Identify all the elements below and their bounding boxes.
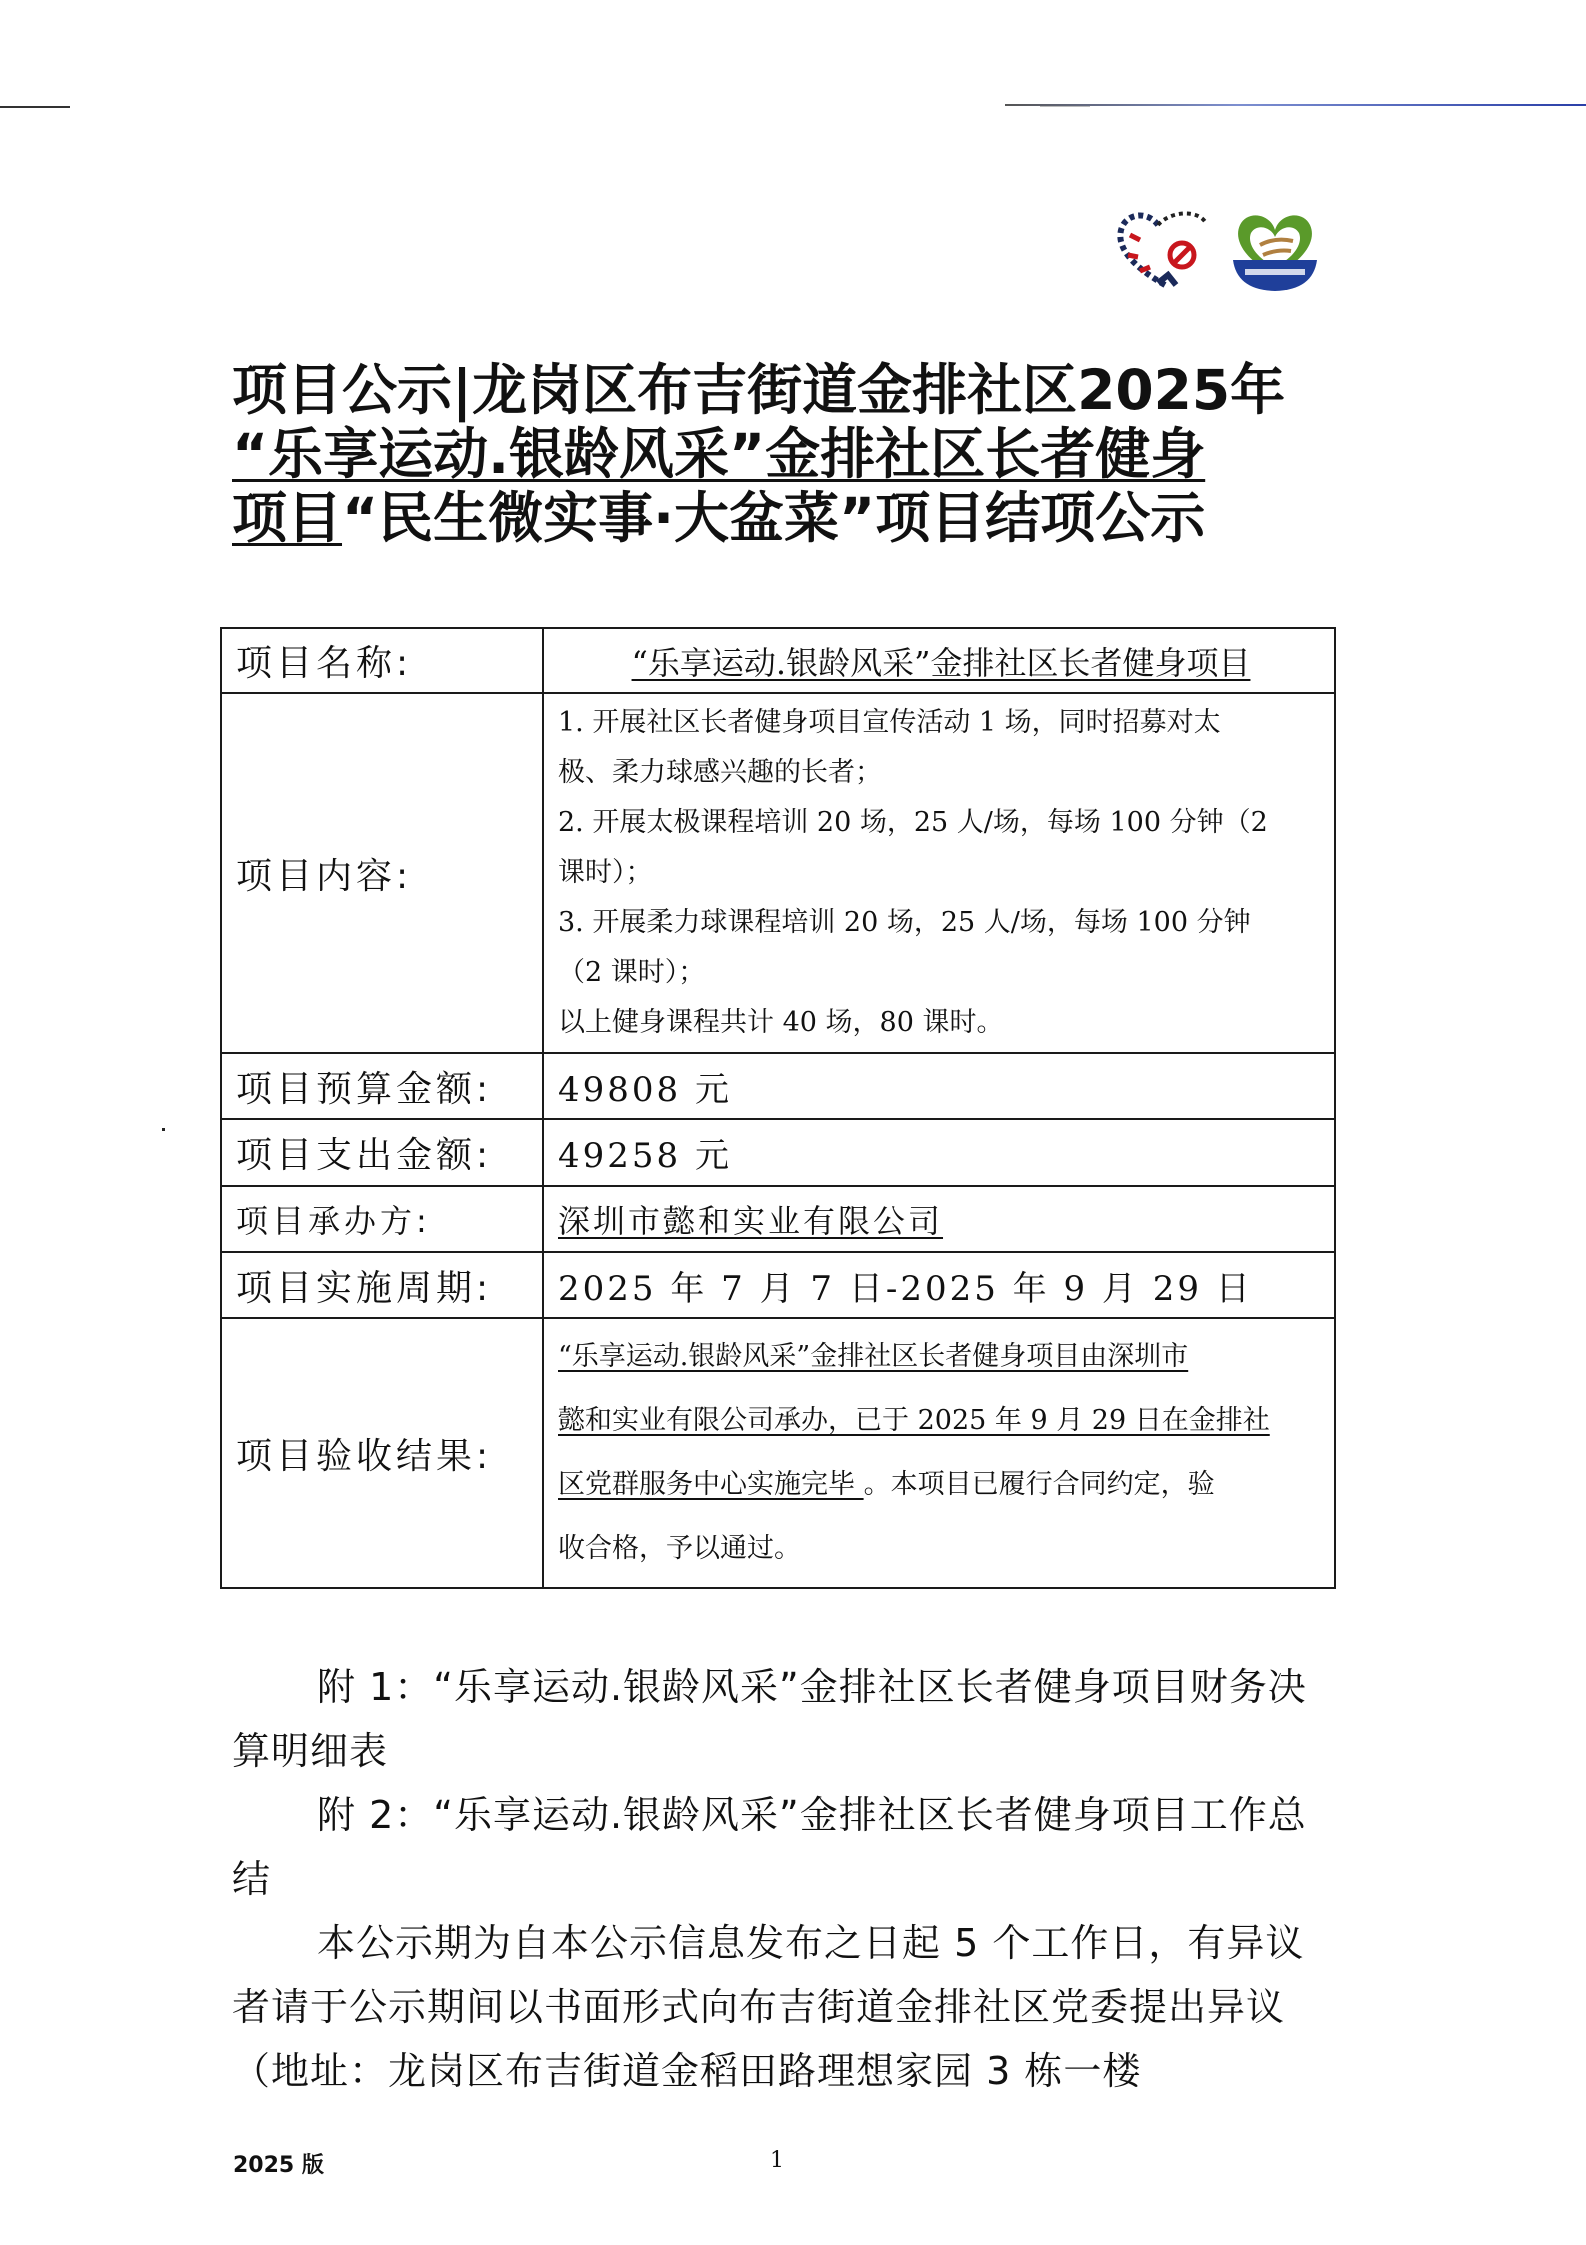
page-title	[232, 358, 1352, 550]
table-row-acceptance	[221, 1318, 1335, 1588]
content-line: 1. 开展社区长者健身项目宣传活动 1 场，同时招募对太	[558, 707, 1221, 738]
row-label: 项目预算金额:	[221, 1053, 543, 1119]
content-line: 极、柔力球感兴趣的长者；	[558, 757, 882, 788]
scan-speck	[162, 1128, 165, 1131]
project-content-value	[543, 693, 1335, 1053]
attachment-1: 附 1：“乐享运动.银龄风采”金排社区长者健身项目财务决算明细表	[232, 1665, 1307, 1773]
row-label: 项目承办方:	[221, 1186, 543, 1252]
title-line-3	[232, 486, 1352, 550]
title-line-2	[232, 422, 1352, 486]
table-row-contractor	[221, 1186, 1335, 1252]
content-line: 课时）；	[558, 857, 653, 888]
title-underlined-part: “乐享运动.银龄风采”金排社区长者健身	[232, 422, 1206, 486]
title-line-3-rest: “民生微实事·大盆菜”项目结项公示	[342, 486, 1206, 550]
party-heart-logo-icon	[1110, 205, 1220, 295]
acceptance-underlined: 区党群服务中心实施完毕	[558, 1469, 864, 1500]
content-line: 以上健身课程共计 40 场，80 课时。	[558, 1007, 1004, 1038]
table-row-project-name	[221, 628, 1335, 693]
row-label: 项目实施周期:	[221, 1252, 543, 1318]
content-line: 2. 开展太极课程培训 20 场，25 人/场，每场 100 分钟（2	[558, 807, 1268, 838]
acceptance-rest: 。本项目已履行合同约定，验	[863, 1469, 1215, 1500]
row-label: 项目支出金额:	[221, 1119, 543, 1186]
table-row-project-content	[221, 693, 1335, 1053]
project-info-table	[220, 627, 1336, 1589]
project-name-text: “乐享运动.银龄风采”金排社区长者健身项目	[631, 643, 1251, 682]
header-logos	[1110, 205, 1330, 295]
title-line-1: 项目公示|龙岗区布吉街道金排社区2025年	[232, 358, 1286, 422]
project-name-value	[543, 628, 1335, 693]
content-line: （2 课时）；	[558, 957, 706, 988]
acceptance-line: 懿和实业有限公司承办，已于 2025 年 9 月 29 日在金排社	[558, 1405, 1270, 1436]
expenditure-amount-value: 49258 元	[543, 1119, 1335, 1186]
contractor-value	[543, 1186, 1335, 1252]
body-text	[232, 1655, 1342, 2103]
row-label: 项目验收结果:	[221, 1318, 543, 1588]
scan-artifact-line	[0, 106, 70, 108]
budget-amount-value: 49808 元	[543, 1053, 1335, 1119]
footer-version: 2025 版	[233, 2153, 324, 2178]
title-underlined-part: 项目	[232, 486, 343, 550]
table-row-budget	[221, 1053, 1335, 1119]
community-bowl-logo-icon	[1225, 205, 1325, 295]
content-line: 3. 开展柔力球课程培训 20 场，25 人/场，每场 100 分钟	[558, 907, 1251, 938]
acceptance-line: “乐享运动.银龄风采”金排社区长者健身项目由深圳市	[558, 1341, 1189, 1372]
acceptance-line	[558, 1453, 1324, 1517]
table-row-period	[221, 1252, 1335, 1318]
scan-artifact-line	[1040, 106, 1090, 107]
page-number: 1	[770, 2148, 784, 2173]
acceptance-result-value	[543, 1318, 1335, 1588]
scan-artifact-line	[1005, 104, 1586, 106]
period-value: 2025 年 7 月 7 日-2025 年 9 月 29 日	[543, 1252, 1335, 1318]
attachment-2: 附 2：“乐享运动.银龄风采”金排社区长者健身项目工作总结	[232, 1793, 1307, 1901]
contractor-name: 深圳市懿和实业有限公司	[558, 1202, 944, 1240]
row-label: 项目内容:	[221, 693, 543, 1053]
table-row-expenditure	[221, 1119, 1335, 1186]
row-label: 项目名称:	[221, 628, 543, 693]
acceptance-line: 收合格，予以通过。	[558, 1533, 801, 1564]
notice-paragraph: 本公示期为自本公示信息发布之日起 5 个工作日，有异议者请于公示期间以书面形式向布吉街道金排社区党委提出异议（地址：龙岗区布吉街道金稻田路理想家园 3 栋一楼	[232, 1921, 1305, 2093]
